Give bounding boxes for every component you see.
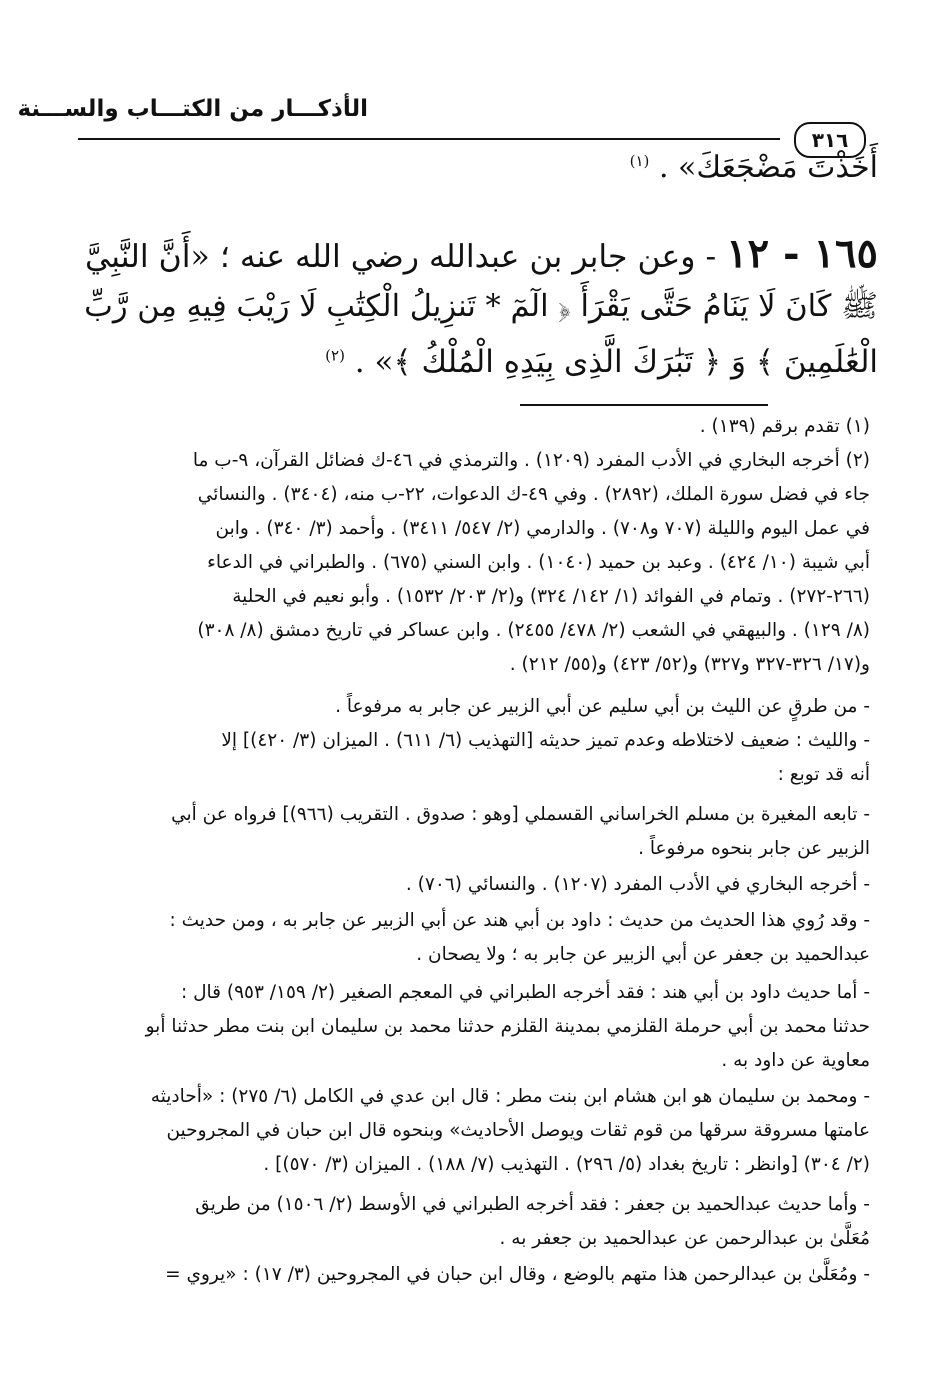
previous-hadith-ending — [78, 150, 878, 185]
footnote-line: معاوية عن داود به . — [721, 1050, 870, 1071]
footnote-line: عبدالحميد بن جعفر عن أبي الزبير عن جابر به ؛ ولا يصحان . — [416, 944, 870, 965]
footnote-line: (٢) أخرجه البخاري في الأدب المفرد (١٢٠٩) . والترمذي في ٤٦-ك فضائل القرآن، ٩-ب ما — [192, 450, 870, 471]
footnote-line: في عمل اليوم والليلة (٧٠٧ و٧٠٨) . والدارمي (٢/ ٥٤٧/ ٣٤١١) . وأحمد (٣/ ٣٤٠) . وابن — [215, 518, 870, 539]
footnote-line: مُعَلَّىٰ بن عبدالرحمن عن عبدالحميد بن جعفر به . — [499, 1228, 870, 1249]
hadith-number: ١٦٥ - ١٢ — [726, 230, 878, 277]
footnote-line: حدثنا محمد بن أبي حرملة القلزمي بمدينة القلزم حدثنا محمد بن سليمان ابن بنت مطر حدثنا أبو — [145, 1016, 870, 1037]
footnote-line: أنه قد توبع : — [777, 764, 870, 785]
hadith-line-1 — [78, 230, 878, 277]
running-title: الأذكـــار من الكتـــاب والســـنة — [17, 96, 368, 122]
footnote-line: (١) تقدم برقم (١٣٩) . — [699, 416, 870, 437]
footnote-line: (٢٦٦-٢٧٢) . وتمام في الفوائد (١/ ١٤٢/ ٣٢٤) و(٢/ ٢٠٣/ ١٥٣٢) . وأبو نعيم في الحلية — [232, 586, 870, 607]
footnote-line: - من طرقٍ عن الليث بن أبي سليم عن أبي الزبير عن جابر به مرفوعاً . — [335, 696, 870, 717]
footnote-line: - أما حديث داود بن أبي هند : فقد أخرجه الطبراني في المعجم الصغير (٢/ ١٥٩/ ٩٥٣) قال : — [180, 982, 870, 1003]
footnote-line: - وأما حديث عبدالحميد بن جعفر : فقد أخرجه الطبراني في الأوسط (٢/ ١٥٠٦) من طريق — [195, 1194, 870, 1215]
footnote-line: - ومُعَلَّىٰ بن عبدالرحمن هذا متهم بالوضع ، وقال ابن حبان في المجروحين (٣/ ١٧) : «يروي = — [165, 1264, 870, 1285]
footnote-line: (٢/ ٣٠٤) [وانظر : تاريخ بغداد (٥/ ٢٩٦) . التهذيب (٧/ ١٨٨) . الميزان (٣/ ٥٧٠)] . — [263, 1154, 870, 1175]
footnote-line: (٨/ ١٢٩) . والبيهقي في الشعب (٢/ ٤٧٨/ ٢٤٥٥) . وابن عساكر في تاريخ دمشق (٨/ ٣٠٨) — [197, 620, 870, 641]
previous-hadith-text: أَخَذْتَ مَضْجَعَكَ» . — [658, 150, 878, 185]
footnote-ref-2: (٢) — [325, 346, 345, 365]
footnote-line: الزبير عن جابر بنحوه مرفوعاً . — [638, 838, 870, 859]
footnote-line: و(١٧/ ٣٢٦-٣٢٧ و٣٢٧) و(٥٢/ ٤٢٣) و(٥٥/ ٢١٢) . — [509, 654, 870, 675]
footnote-separator — [520, 404, 768, 406]
footnote-line: أبي شيبة (١٠/ ٤٢٤) . وعبد بن حميد (١٠٤٠) . وابن السني (٦٧٥) . والطبراني في الدعاء — [207, 552, 870, 573]
footnote-line: - تابعه المغيرة بن مسلم الخراساني القسملي [وهو : صدوق . التقريب (٩٦٦)] فرواه عن أبي — [171, 804, 870, 825]
footnote-line: - وقد رُوي هذا الحديث من حديث : داود بن أبي هند عن أبي الزبير عن جابر به ، ومن حديث : — [169, 910, 870, 931]
footnote-line: جاء في فضل سورة الملك، (٢٨٩٢) . وفي ٤٩-ك الدعوات، ٢٢-ب منه، (٣٤٠٤) . والنسائي — [197, 484, 870, 505]
footnote-line: - والليث : ضعيف لاختلاطه وعدم تميز حديثه [التهذيب (٦/ ٦١١) . الميزان (٣/ ٤٢٠)] إلا — [221, 730, 870, 751]
page-number: ٣١٦ — [794, 122, 866, 158]
footnote-ref-1: (١) — [629, 152, 650, 170]
header-rule — [78, 138, 780, 140]
hadith-text-line-1: - وعن جابر بن عبدالله رضي الله عنه ؛ «أَنَّ النَّبِيَّ — [85, 239, 717, 275]
hadith-line-3 — [78, 344, 878, 380]
hadith-line-2: ﷺ كَانَ لَا يَنَامُ حَتَّى يَقْرَأَ ﴿ الٓمٓ * تَنزِيلُ الْكِتَٰبِ لَا رَيْبَ فِيهِ مِن رَّبِّ — [84, 289, 878, 324]
hadith-text-line-3: الْعَٰلَمِينَ ﴾ وَ ﴿ تَبَٰرَكَ الَّذِى بِيَدِهِ الْمُلْكُ ﴾» . — [354, 344, 878, 380]
footnote-line: عامتها مسروقة سرقها من قوم ثقات ويوصل الأحاديث» وبنحوه قال ابن حبان في المجروحين — [166, 1120, 870, 1141]
footnote-line: - ومحمد بن سليمان هو ابن هشام ابن بنت مطر : قال ابن عدي في الكامل (٦/ ٢٧٥) : «أحاديثه — [150, 1086, 870, 1107]
footnote-line: - أخرجه البخاري في الأدب المفرد (١٢٠٧) . والنسائي (٧٠٦) . — [405, 874, 870, 895]
